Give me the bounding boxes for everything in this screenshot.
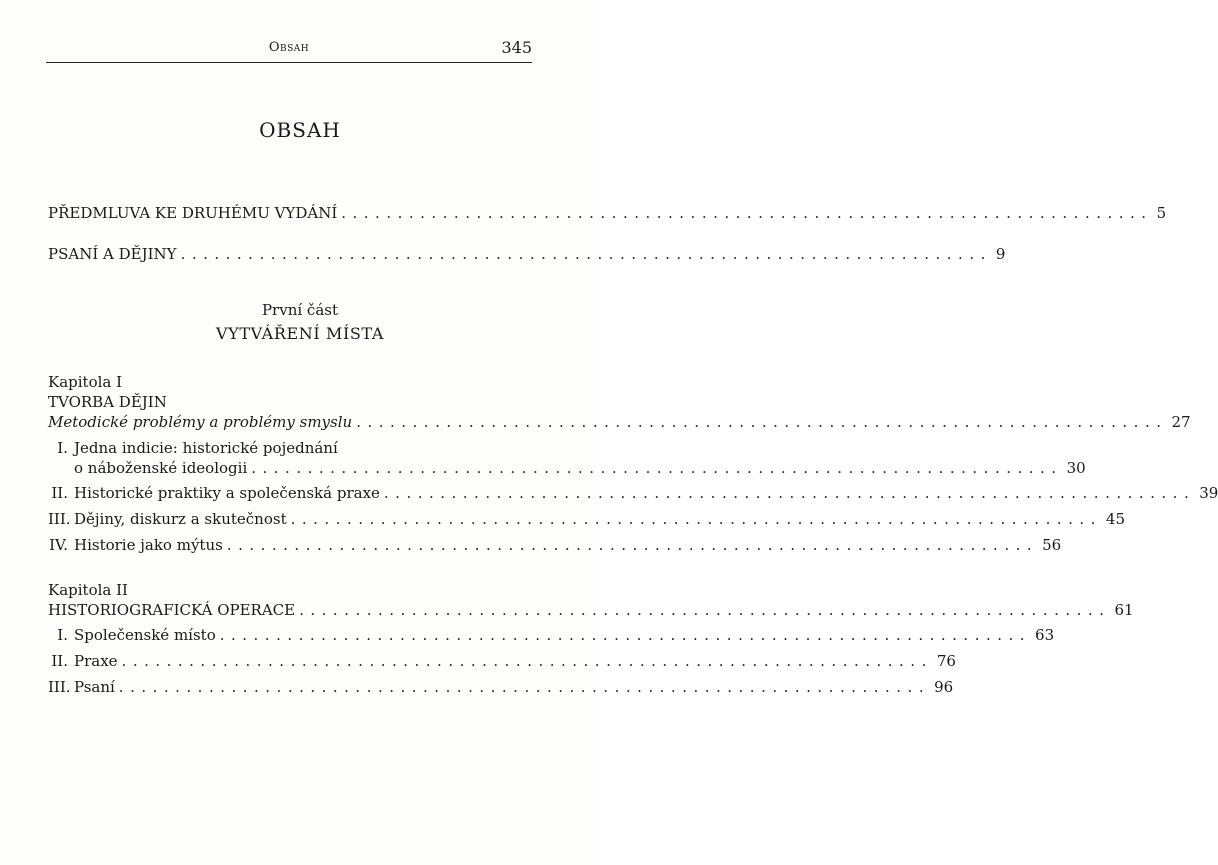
toc-entry-section[interactable] <box>48 535 1062 555</box>
toc-entry-chapter1-subtitle[interactable] <box>48 412 1191 432</box>
toc-entry-title: Dějiny, diskurz a skutečnost <box>74 510 287 528</box>
section-number: II. <box>51 652 68 670</box>
leader-dots: ........................................................................ <box>290 510 1102 528</box>
toc-entry-section-line1[interactable] <box>48 438 338 458</box>
leader-dots: ........................................................................ <box>299 601 1111 619</box>
section-number: I. <box>57 439 68 457</box>
toc-entry-page: 39 <box>1199 484 1218 502</box>
leader-dots: ........................................................................ <box>251 459 1063 477</box>
toc-entry-section[interactable] <box>48 677 954 697</box>
toc-entry-page: 63 <box>1035 626 1055 644</box>
toc-entry-section[interactable] <box>74 458 1086 478</box>
leader-dots: ........................................................................ <box>180 245 992 263</box>
page-title: OBSAH <box>259 118 341 142</box>
toc-entry-title-continued: o náboženské ideologii <box>74 459 248 477</box>
running-title: Obsah <box>268 40 310 55</box>
toc-entry-title: PSANÍ A DĚJINY <box>48 245 177 263</box>
leader-dots: ........................................................................ <box>356 413 1168 431</box>
toc-entry-title: Jedna indicie: historické pojednání <box>74 439 338 457</box>
toc-entry-title: Metodické problémy a problémy smyslu <box>48 413 353 431</box>
toc-entry-page: 61 <box>1114 601 1134 619</box>
toc-entry-title: Psaní <box>74 678 115 696</box>
toc-entry-page: 76 <box>936 652 956 670</box>
chapter-title: TVORBA DĚJIN <box>48 393 167 411</box>
toc-entry-title: HISTORIOGRAFICKÁ OPERACE <box>48 601 296 619</box>
chapter-label: Kapitola II <box>48 581 128 599</box>
toc-entry-page: 56 <box>1042 536 1062 554</box>
part-label: První část <box>261 301 339 319</box>
running-head <box>46 38 532 63</box>
section-number: III. <box>48 510 71 528</box>
section-number: I. <box>57 626 68 644</box>
leader-dots: ........................................................................ <box>226 536 1039 554</box>
toc-entry-section[interactable] <box>48 651 956 671</box>
toc-entry-section[interactable] <box>48 483 1218 503</box>
part-title: VYTVÁŘENÍ MÍSTA <box>216 324 384 343</box>
toc-entry-page: 5 <box>1156 204 1167 222</box>
toc-entry-section[interactable] <box>48 509 1126 529</box>
toc-entry-title: PŘEDMLUVA KE DRUHÉMU VYDÁNÍ <box>48 204 338 222</box>
toc-entry-title: Historie jako mýtus <box>74 536 223 554</box>
toc-entry-title: Společenské místo <box>74 626 216 644</box>
page-number: 345 <box>501 38 532 57</box>
toc-entry-page: 96 <box>934 678 954 696</box>
leader-dots: ........................................................................ <box>219 626 1032 644</box>
leader-dots: ........................................................................ <box>341 204 1153 222</box>
toc-entry-preface[interactable] <box>48 203 1167 223</box>
toc-entry-title: Historické praktiky a společenská praxe <box>74 484 380 502</box>
section-number: III. <box>48 678 71 696</box>
toc-entry-writing-history[interactable] <box>48 244 1006 264</box>
chapter-label: Kapitola I <box>48 373 123 391</box>
toc-entry-section[interactable] <box>48 625 1055 645</box>
leader-dots: ........................................................................ <box>118 678 931 696</box>
toc-entry-chapter2-title[interactable] <box>48 600 1134 620</box>
section-number: II. <box>51 484 68 502</box>
toc-entry-page: 9 <box>995 245 1006 263</box>
section-number: IV. <box>49 536 68 554</box>
toc-entry-page: 45 <box>1105 510 1126 528</box>
leader-dots: ........................................................................ <box>121 652 933 670</box>
toc-entry-page: 27 <box>1171 413 1191 431</box>
leader-dots: ........................................................................ <box>383 484 1196 502</box>
toc-entry-page: 30 <box>1066 459 1086 477</box>
toc-entry-title: Praxe <box>74 652 118 670</box>
